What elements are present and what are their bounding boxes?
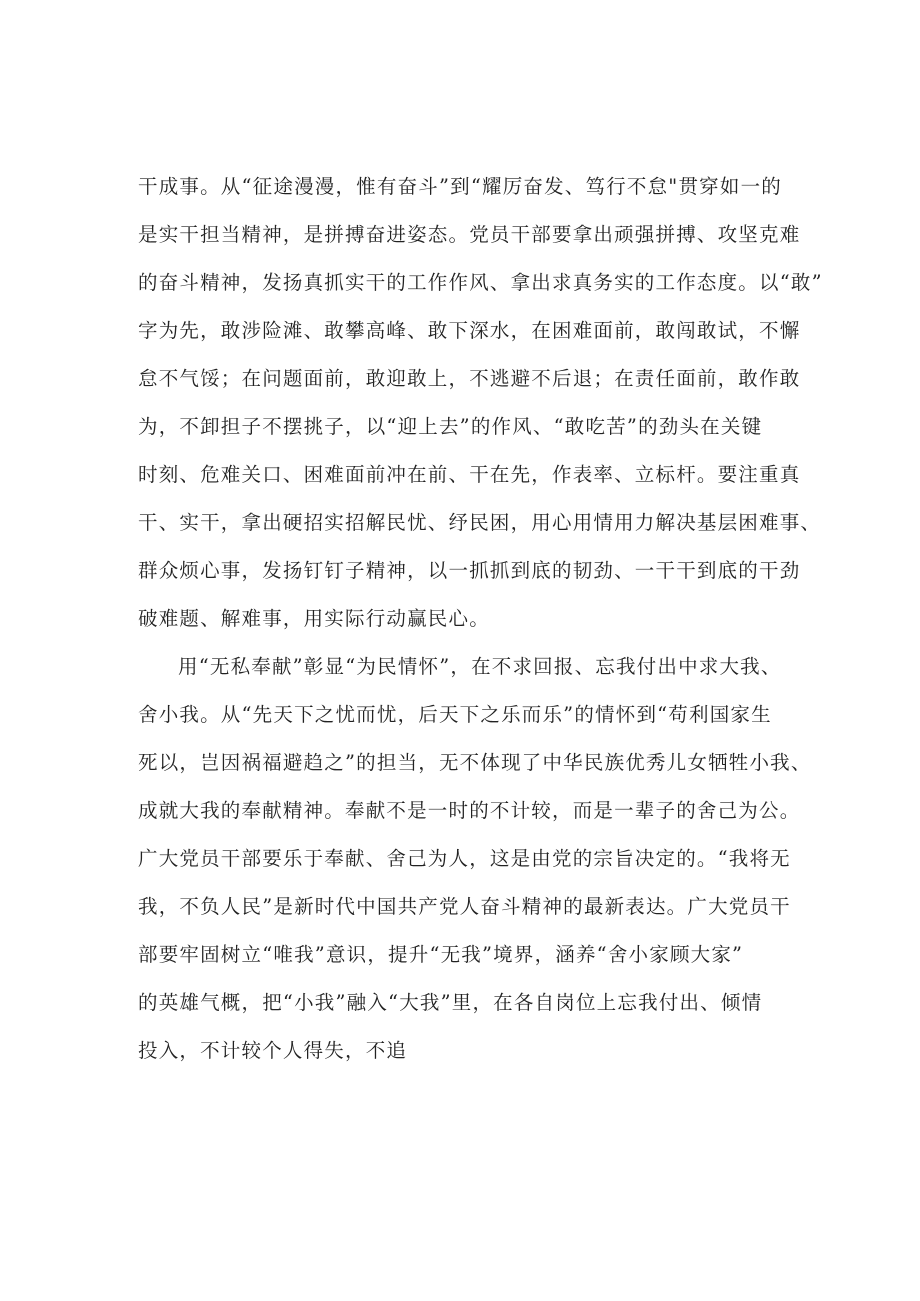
text-line: 死以，岂因祸福避趋之”的担当，无不体现了中华民族优秀儿女牺牲小我、 [138,751,812,774]
text-line: 是实干担当精神，是拼搏奋进姿态。党员干部要拿出顽强拼搏、攻坚克难 [138,223,801,246]
text-line: 舍小我。从“先天下之忧而忧，后天下之乐而乐”的情怀到“苟利国家生 [138,703,772,726]
text-line: 部要牢固树立“唯我”意识，提升“无我”境界，涵养“舍小家顾大家” [138,943,744,966]
text-line: 干成事。从“征途漫漫，惟有奋斗”到“耀厉奋发、笃行不怠"贯穿如一的 [138,175,782,198]
text-line: 怠不气馁；在问题面前，敢迎敢上，不逃避不后退；在责任面前，敢作敢 [138,367,801,390]
text-line: 时刻、危难关口、困难面前冲在前、干在先，作表率、立标杆。要注重真 [138,463,801,486]
text-line: 成就大我的奉献精神。奉献不是一时的不计较，而是一辈子的舍己为公。 [138,799,801,822]
text-line: 的奋斗精神，发扬真抓实干的工作作风、拿出求真务实的工作态度。以“敢” [138,271,823,294]
text-line: 的英雄气概，把“小我”融入“大我”里，在各自岗位上忘我付出、倾情 [138,991,763,1014]
text-line: 我，不负人民”是新时代中国共产党人奋斗精神的最新表达。广大党员干 [138,895,791,918]
text-line: 广大党员干部要乐于奉献、舍己为人，这是由党的宗旨决定的。“我将无 [138,847,791,870]
paragraph-2 [138,643,818,1075]
text-line: 为，不卸担子不摆挑子，以“迎上去”的作风、“敢吃苦”的劲头在关键 [138,415,763,438]
text-line: 投入，不计较个人得失，不追 [138,1039,408,1062]
text-line: 破难题、解难事，用实际行动赢民心。 [138,607,490,630]
text-line: 干、实干，拿出硬招实招解民忧、纾民困，用心用情用力解决基层困难事、 [138,511,822,534]
text-line: 群众烦心事，发扬钉钉子精神，以一抓抓到底的韧劲、一干干到底的干劲 [138,559,801,582]
text-line: 字为先，敢涉险滩、敢攀高峰、敢下深水，在困难面前，敢闯敢试，不懈 [138,319,801,342]
paragraph-1 [138,163,823,643]
text-line-first: 用“无私奉献”彰显“为民情怀”，在不求回报、忘我付出中求大我、 [178,655,782,678]
